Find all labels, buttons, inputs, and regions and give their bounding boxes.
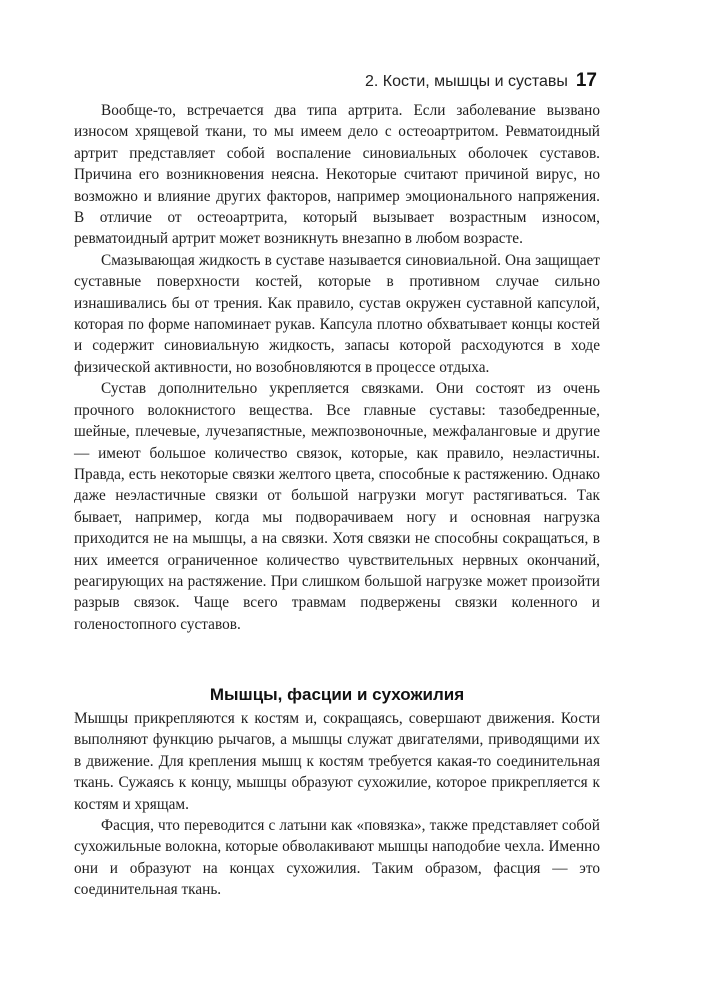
paragraph-fascia: Фасция, что переводится с латыни как «повязка», также представляет собой сухожильные волокна, которые обволакивают мышцы наподобие чехла. Именно они и образуют на концах сухожилия. Таким образом, фасция — это соединительная ткань. [74,817,600,899]
body-text [74,100,600,635]
paragraph-muscles-tendons: Мышцы прикрепляются к костям и, сокращаясь, совершают движения. Кости выполняют функцию рычагов, а мышцы служат двигателями, приводящими их в движение. Для крепления мышц к костям требуется какая-то соединительная ткань. Сужаясь к концу, мышцы образуют сухожилие, которое прикрепляется к костям и хрящам. [74,710,600,813]
section-body-text [74,708,600,901]
page-number: 17 [575,70,597,91]
chapter-title: 2. Кости, мышцы и суставы [365,73,568,90]
paragraph-arthritis-types: Вообще-то, встречается два типа артрита. Если заболевание вызвано износом хрящевой ткани, то мы имеем дело с остеоартритом. Ревматоидный артрит представляет собой воспаление синовиальных оболочек суставов. Причина его возникновения неясна. Некоторые считают причиной вирус, но возможно и влияние других факторов, например эмоционального напряжения. В отличие от остеоартрита, который вызывает возрастным износом, ревматоидный артрит может возникнуть внезапно в любом возрасте. [74,102,600,248]
paragraph-synovial-fluid: Смазывающая жидкость в суставе называется синовиальной. Она защищает суставные поверхности костей, которые в противном случае сильно изнашивались бы от трения. Как правило, сустав окружен суставной капсулой, которая по форме напоминает рукав. Капсула плотно обхватывает концы костей и содержит синовиальную жидкость, запасы которой расходуются в ходе физической активности, но возобновляются в процессе отдыха. [74,251,600,376]
paragraph-ligaments: Сустав дополнительно укрепляется связками. Они состоят из очень прочного волокнистого вещества. Все главные суставы: тазобедренные, шейные, плечевые, лучезапястные, межпозвоночные, межфаланговые и другие — имеют большое количество связок, которые, как правило, неэластичны. Правда, есть некоторые связки желтого цвета, способные к растяжению. Однако даже неэластичные связки от большой нагрузки могут растягиваться. Так бывает, например, когда мы подворачиваем ногу и основная нагрузка приходится не на мышцы, а на связки. Хотя связки не способны сокращаться, в них имеется ограниченное количество чувствительных нервных окончаний, реагирующих на растяжение. При слишком большой нагрузке может произойти разрыв связок. Чаще всего травмам подвержены связки коленного и голеностопного суставов. [74,380,600,633]
section-heading: Мышцы, фасции и сухожилия [209,685,465,704]
running-header [365,71,597,92]
